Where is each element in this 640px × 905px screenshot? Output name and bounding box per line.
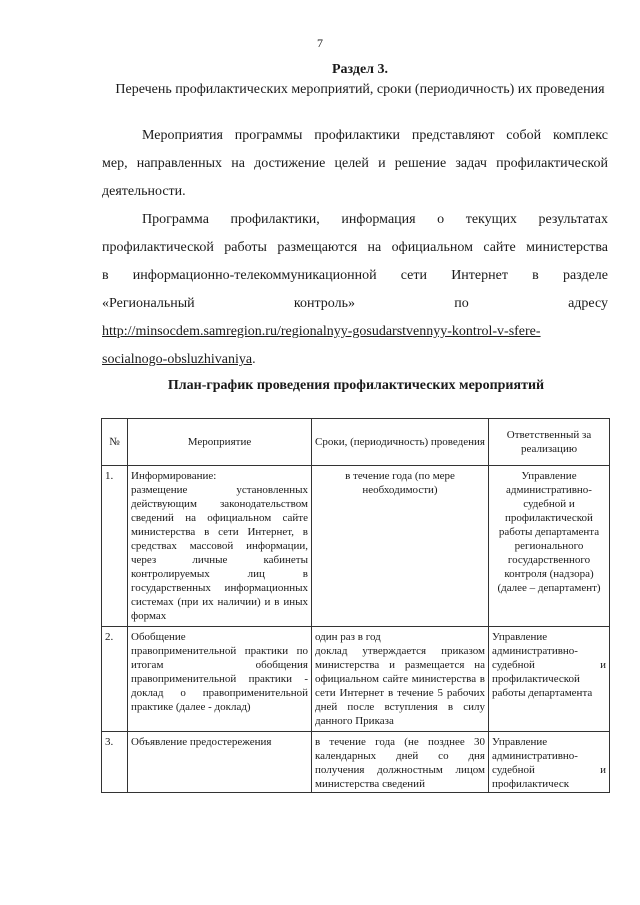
- paragraph-line: профилактической работы размещаются на официальном сайте министерства: [102, 240, 608, 255]
- paragraph-line: «Региональный контроль» по адресу: [102, 296, 608, 311]
- row-responsible: Управление административно-судебной и профилактической работы департамента регионального государственного контроля (надзора) (далее – департамент): [489, 466, 610, 627]
- row-timing: [312, 732, 489, 793]
- section-url-link[interactable]: http://minsocdem.samregion.ru/regionalnyy-gosudarstvennyy-kontrol-v-sfere-: [102, 324, 541, 339]
- section-title: Раздел 3.: [331, 62, 389, 77]
- url-line: [102, 318, 608, 346]
- row-timing: [312, 627, 489, 732]
- timing-text: в течение года (не позднее 30 календарных дней со дня получения должностным лицом министерства сведений: [315, 736, 485, 789]
- row-num: 1.: [102, 466, 128, 627]
- event-body: правоприменительной практики по итогам обобщения правоприменительной практики - доклад о правоприменительной практике (далее - доклад): [131, 645, 308, 713]
- table-row: [102, 732, 610, 793]
- row-event: [128, 466, 312, 627]
- timing-body: доклад утверждается приказом министерства и размещается на официальном сайте министерства в сети Интернет в течение 5 рабочих дней после вступления в силу данного Приказа: [315, 645, 485, 727]
- row-event: [128, 627, 312, 732]
- header-num: №: [102, 419, 128, 466]
- paragraph-line: Программа профилактики, информация о текущих результатах: [142, 212, 608, 227]
- row-timing: в течение года (по мере необходимости): [312, 466, 489, 627]
- publication-paragraph: [102, 206, 608, 374]
- table-row: [102, 627, 610, 732]
- event-title: Информирование:: [131, 470, 217, 482]
- row-event: [128, 732, 312, 793]
- table-header-row: [102, 419, 610, 466]
- paragraph-line: деятельности.: [102, 184, 186, 199]
- header-timing: Сроки, (периодичность) проведения: [312, 419, 489, 466]
- event-body: размещение установленных действующим законодательством сведений на официальном сайте министерства в сети Интернет, в средствах массовой информации, через личные кабинеты контролируемых лиц в государственных информационных системах (при их наличии) и в иных формах: [131, 484, 308, 622]
- page-number: 7: [317, 36, 323, 50]
- section-url-link-cont[interactable]: socialnogo-obsluzhivaniya: [102, 352, 253, 367]
- plan-title: План-график проведения профилактических мероприятий: [167, 378, 545, 393]
- event-title: Объявление предостережения: [131, 736, 272, 748]
- row-responsible: [489, 732, 610, 793]
- header-responsible: Ответственный за реализацию: [489, 419, 610, 466]
- header-event: Мероприятие: [128, 419, 312, 466]
- section-subtitle: Перечень профилактических мероприятий, сроки (периодичность) их проведения: [115, 82, 605, 97]
- row-num: 2.: [102, 627, 128, 732]
- table-row: [102, 466, 610, 627]
- paragraph-line: в информационно-телекоммуникационной сети Интернет в разделе: [102, 268, 608, 283]
- row-responsible: Управление административно-судебной и профилактической работы департамента: [489, 627, 610, 732]
- url-line: [102, 346, 608, 374]
- row-num: 3.: [102, 732, 128, 793]
- event-title: Обобщение: [131, 631, 186, 643]
- timing-first-line: один раз в год: [315, 631, 381, 643]
- period: .: [252, 352, 256, 367]
- plan-table: [101, 418, 610, 793]
- responsible-text: Управление административно-судебной и профилактическ: [492, 736, 606, 789]
- intro-paragraph: [102, 122, 608, 206]
- paragraph-line: мер, направленных на достижение целей и решение задач профилактической: [102, 156, 608, 171]
- paragraph-line: Мероприятия программы профилактики представляют собой комплекс: [142, 128, 608, 143]
